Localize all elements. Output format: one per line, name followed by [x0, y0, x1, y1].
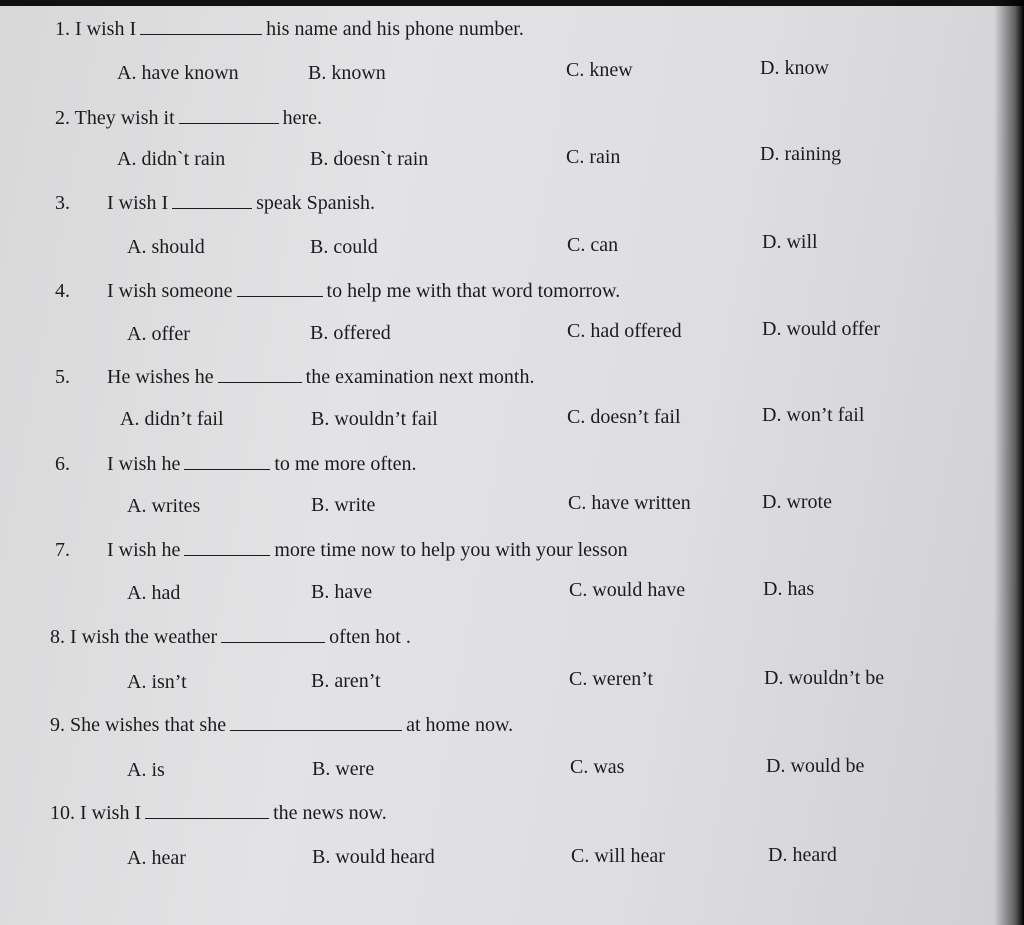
option-d: D. has: [763, 578, 815, 600]
question-3: [55, 192, 375, 215]
question-1: [55, 18, 524, 41]
question-stem-after: the examination next month.: [305, 366, 535, 388]
option-b: B. could: [310, 236, 378, 258]
option-a: A. isn’t: [127, 671, 187, 693]
option-a: A. should: [127, 236, 205, 258]
option-d: D. know: [760, 57, 829, 79]
option-b: B. write: [311, 494, 376, 516]
option-a: A. didn’t fail: [120, 408, 224, 430]
option-d: D. raining: [760, 143, 842, 165]
answer-blank: [184, 453, 270, 470]
question-stem-before: They wish it: [74, 107, 175, 129]
question-number: 6.: [55, 453, 70, 475]
question-7: [55, 539, 628, 562]
question-stem-before: I wish he: [107, 539, 181, 561]
answer-blank: [221, 626, 325, 643]
question-number: 5.: [55, 366, 70, 388]
question-9: [50, 714, 513, 737]
question-stem-before: I wish he: [107, 453, 181, 475]
option-a: A. is: [127, 759, 165, 781]
question-2: [55, 107, 322, 130]
question-stem-after: here.: [282, 107, 323, 129]
option-c: C. had offered: [567, 320, 682, 342]
option-a: A. didn`t rain: [117, 148, 226, 170]
option-b: B. have: [311, 581, 373, 603]
question-number: 9.: [50, 714, 65, 736]
question-stem-before: He wishes he: [107, 366, 214, 388]
option-c: C. have written: [568, 492, 691, 514]
answer-blank: [218, 366, 302, 383]
option-b: B. aren’t: [311, 670, 381, 692]
question-5: [55, 366, 534, 389]
option-c: C. would have: [569, 579, 686, 601]
question-stem-before: I wish I: [107, 192, 169, 214]
question-stem-after: more time now to help you with your lesson: [274, 539, 628, 561]
question-number: 8.: [50, 626, 65, 648]
option-c: C. rain: [566, 146, 621, 168]
answer-blank: [237, 280, 323, 297]
option-b: B. wouldn’t fail: [311, 408, 438, 430]
answer-blank: [179, 107, 279, 124]
option-c: C. doesn’t fail: [567, 406, 681, 428]
option-b: B. doesn`t rain: [310, 148, 429, 170]
option-d: D. won’t fail: [762, 404, 865, 426]
option-c: C. will hear: [571, 845, 665, 867]
option-b: B. would heard: [312, 846, 435, 868]
question-stem-before: I wish someone: [107, 280, 233, 302]
option-d: D. wrote: [762, 491, 832, 513]
question-number: 3.: [55, 192, 70, 214]
question-stem-after: to help me with that word tomorrow.: [326, 280, 621, 302]
question-stem-after: his name and his phone number.: [266, 18, 524, 40]
option-a: A. hear: [127, 847, 186, 869]
question-8: [50, 626, 411, 649]
option-b: B. known: [308, 62, 386, 84]
option-d: D. heard: [768, 844, 837, 866]
option-a: A. had: [127, 582, 181, 604]
option-d: D. would be: [766, 755, 865, 777]
answer-blank: [145, 802, 269, 819]
option-d: D. will: [762, 231, 818, 253]
question-number: 7.: [55, 539, 70, 561]
option-c: C. was: [570, 756, 625, 778]
question-stem-before: I wish I: [75, 18, 137, 40]
question-4: [55, 280, 620, 303]
question-number: 10.: [50, 802, 75, 824]
question-stem-before: I wish the weather: [70, 626, 218, 648]
answer-blank: [140, 18, 262, 35]
question-stem-after: speak Spanish.: [256, 192, 375, 214]
top-shadow: [0, 0, 1024, 6]
question-stem-after: often hot .: [329, 626, 411, 648]
question-stem-after: the news now.: [273, 802, 387, 824]
option-a: A. offer: [127, 323, 190, 345]
answer-blank: [230, 714, 402, 731]
question-number: 4.: [55, 280, 70, 302]
option-c: C. knew: [566, 59, 633, 81]
question-number: 1.: [55, 18, 70, 40]
question-6: [55, 453, 417, 476]
question-stem-before: She wishes that she: [70, 714, 227, 736]
option-d: D. would offer: [762, 318, 880, 340]
question-stem-before: I wish I: [80, 802, 142, 824]
option-a: A. writes: [127, 495, 201, 517]
option-d: D. wouldn’t be: [764, 667, 885, 689]
question-number: 2.: [55, 107, 70, 129]
answer-blank: [172, 192, 252, 209]
page-edge-shadow: [994, 0, 1024, 925]
option-c: C. weren’t: [569, 668, 654, 690]
answer-blank: [184, 539, 270, 556]
option-b: B. offered: [310, 322, 391, 344]
option-a: A. have known: [117, 62, 239, 84]
question-10: [50, 802, 387, 825]
option-c: C. can: [567, 234, 619, 256]
option-b: B. were: [312, 758, 375, 780]
question-stem-after: to me more often.: [274, 453, 417, 475]
question-stem-after: at home now.: [406, 714, 514, 736]
